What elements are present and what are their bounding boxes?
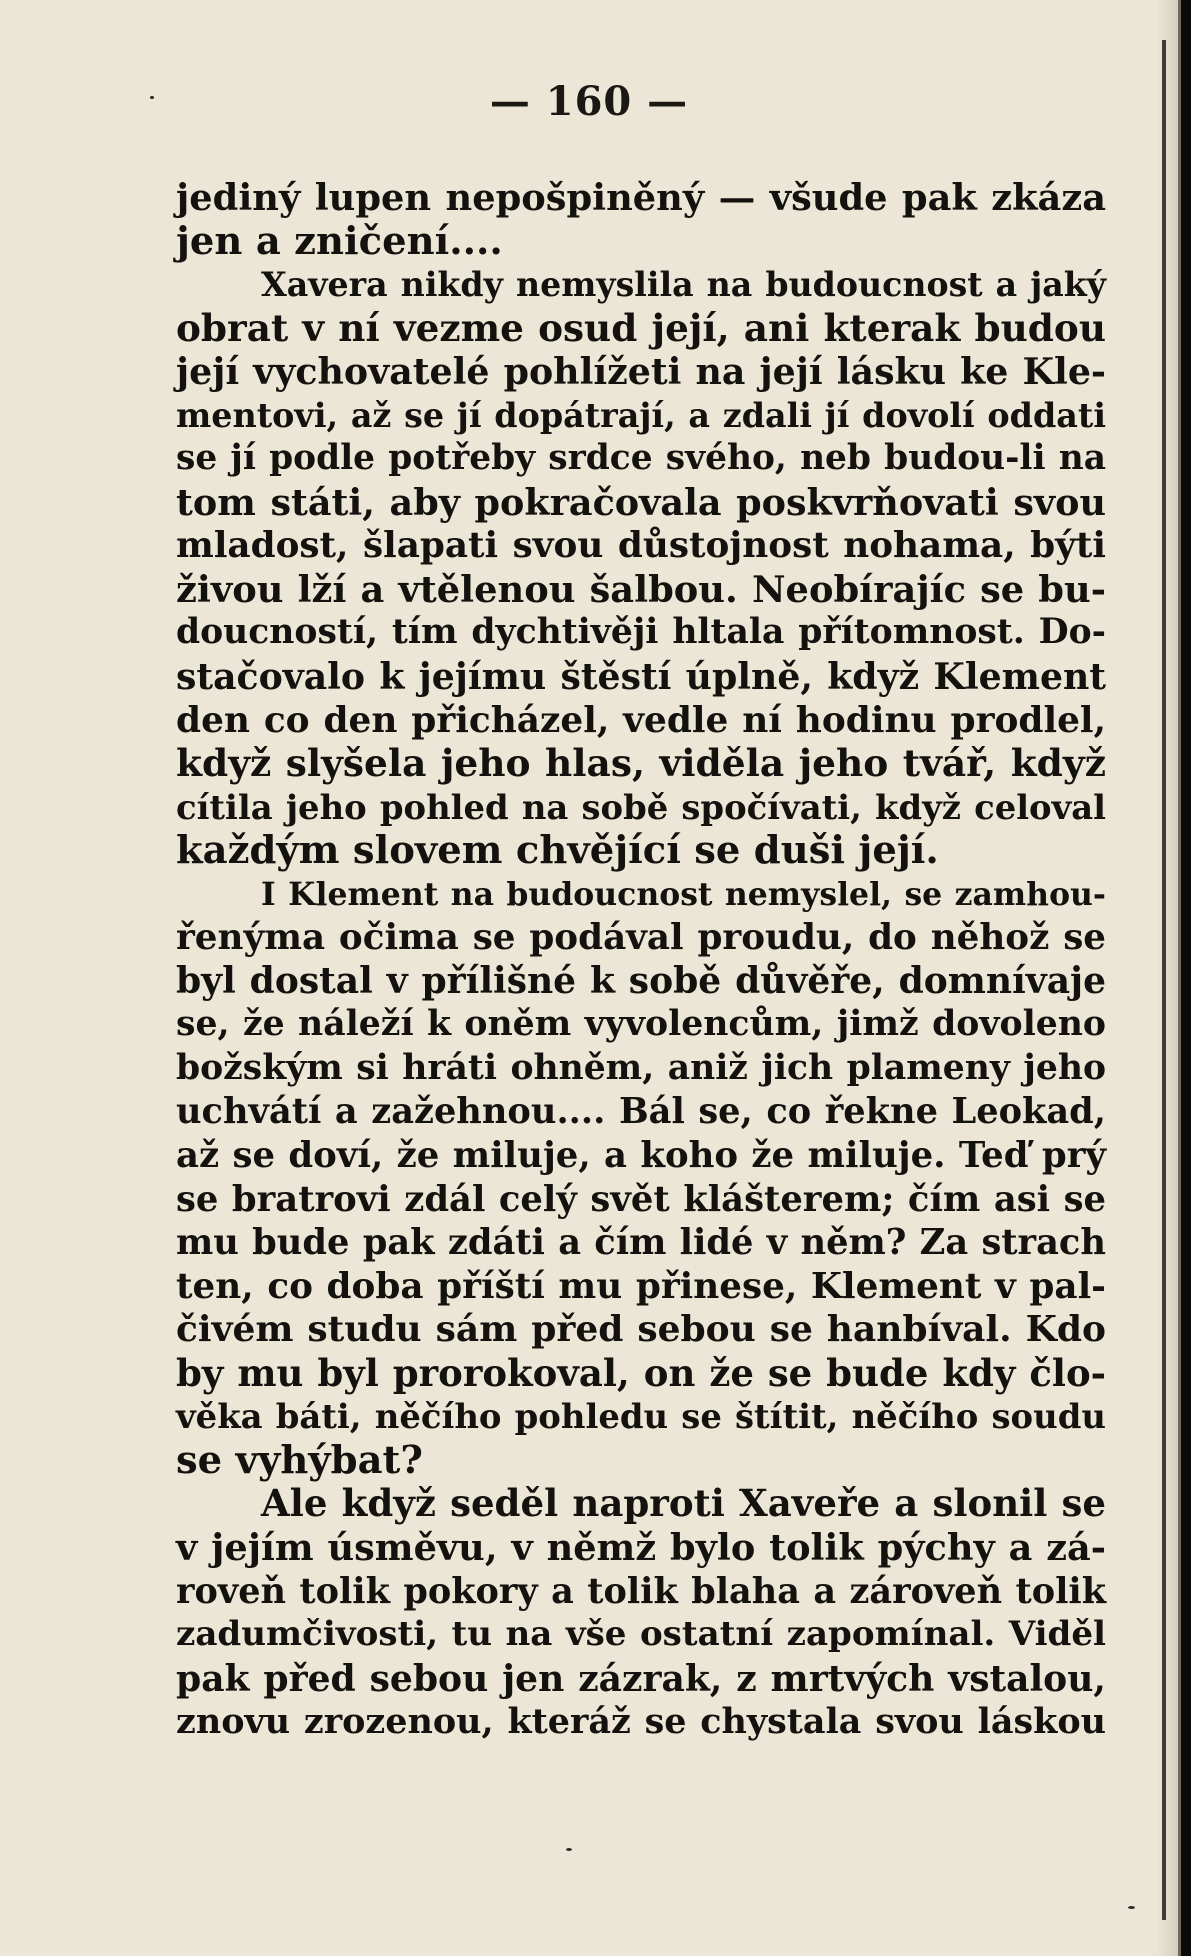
text-line: by mu byl prorokoval, on že se bude kdy člo- — [176, 1350, 1106, 1395]
ink-speck — [150, 96, 154, 99]
text-line: až se doví, že miluje, a koho že miluje. Teď prý — [176, 1135, 1106, 1177]
text-line: ten, co doba příští mu přinese, Klement v pal- — [176, 1264, 1106, 1307]
text-line: Ale když seděl naproti Xaveře a slonil se — [261, 1481, 1106, 1526]
text-line: když slyšela jeho hlas, viděla jeho tvář, když — [176, 741, 1106, 786]
text-line: pak před sebou jen zázrak, z mrtvých vstalou, — [176, 1656, 1106, 1700]
page-edge-shadow — [1156, 0, 1178, 1956]
text-line: se bratrovi zdál celý svět klášterem; čím asi se — [176, 1178, 1106, 1220]
text-line: znovu zrozenou, kteráž se chystala svou láskou — [176, 1701, 1106, 1743]
text-line: stačovalo k jejímu štěstí úplně, když Klement — [176, 655, 1106, 699]
body-text — [176, 176, 1106, 1744]
text-line: božským si hráti ohněm, aniž jich plameny jeho — [176, 1047, 1106, 1088]
text-line: jen a zničení.... — [176, 218, 503, 264]
ink-speck — [1128, 1906, 1135, 1909]
text-line: mladost, šlapati svou důstojnost nohama, býti — [176, 524, 1106, 567]
scan-border-line — [1162, 40, 1166, 1920]
text-line: tom státi, aby pokračovala poskvrňovati svou — [176, 480, 1106, 524]
text-line: obrat v ní vezme osud její, ani kterak budou — [176, 305, 1106, 350]
text-line: se, že náleží k oněm vyvolencům, jimž dovoleno — [176, 1004, 1106, 1045]
text-line: živou lží a vtělenou šalbou. Neobírajíc se bu- — [176, 566, 1106, 611]
text-line: mu bude pak zdáti a čím lidé v něm? Za strach — [176, 1222, 1106, 1264]
text-line: se jí podle potřeby srdce svého, neb budou-li na — [176, 438, 1106, 479]
page-number: — 160 — — [489, 78, 689, 125]
text-line: den co den přicházel, vedle ní hodinu prodlel, — [176, 698, 1106, 741]
text-line: mentovi, až se jí dopátrají, a zdali jí dovolí oddati — [176, 395, 1106, 435]
text-line: čivém studu sám před sebou se hanbíval. Kdo — [176, 1308, 1106, 1351]
text-line: uchvátí a zažehnou.... Bál se, co řekne Leokad, — [176, 1091, 1106, 1133]
text-line: doucností, tím dychtivěji hltala přítomnost. Do- — [176, 612, 1106, 653]
text-line: v jejím úsměvu, v němž bylo tolik pýchy a zá- — [176, 1525, 1106, 1569]
text-line: I Klement na budoucnost nemyslel, se zamhou- — [261, 875, 1106, 913]
text-line: její vychovatelé pohlížeti na její lásku ke Kle- — [176, 350, 1106, 394]
text-line: se vyhýbat? — [176, 1437, 423, 1483]
text-line: jediný lupen nepošpiněný — všude pak zkáza — [176, 176, 1106, 219]
text-line: cítila jeho pohled na sobě spočívati, když celoval — [176, 786, 1106, 827]
text-line: každým slovem chvějící se duši její. — [176, 828, 939, 874]
text-line: Xavera nikdy nemyslila na budoucnost a jaký — [261, 265, 1106, 305]
text-line: byl dostal v přílišné k sobě důvěře, domnívaje — [176, 959, 1106, 1002]
ink-speck — [566, 1848, 572, 1851]
text-line: zadumčivosti, tu na vše ostatní zapomínal. Viděl — [176, 1614, 1106, 1655]
text-line: roveň tolik pokory a tolik blaha a zároveň tolik — [176, 1570, 1106, 1612]
text-line: věka báti, něčího pohledu se štítit, něčího soudu — [176, 1396, 1106, 1437]
text-line: řenýma očima se podával proudu, do něhož se — [176, 916, 1106, 959]
